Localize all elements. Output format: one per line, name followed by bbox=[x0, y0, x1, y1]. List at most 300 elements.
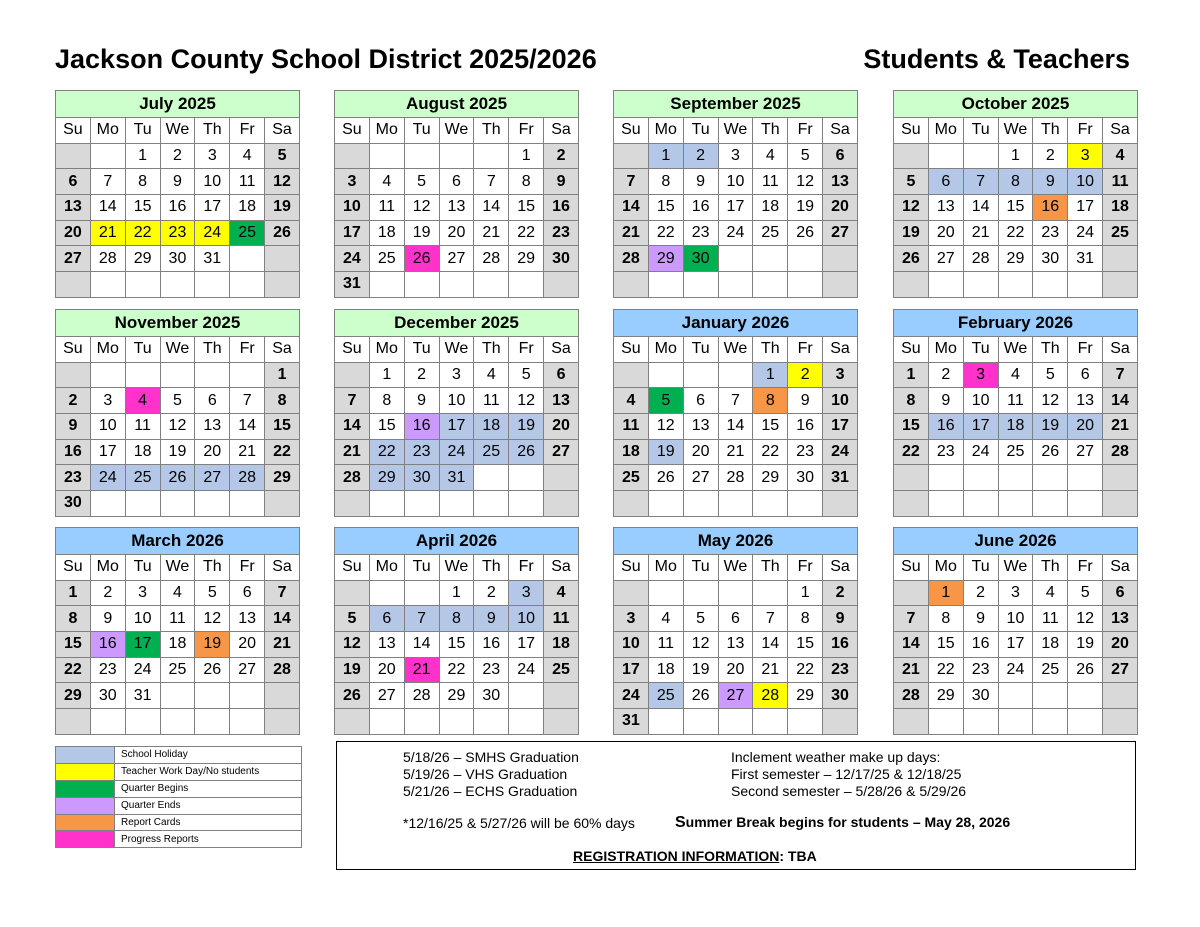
empty-day-cell bbox=[894, 143, 929, 169]
day-cell: 17 bbox=[90, 439, 125, 465]
day-cell: 17 bbox=[439, 414, 474, 440]
day-cell: 2 bbox=[404, 362, 439, 388]
day-cell: 5 bbox=[894, 169, 929, 195]
empty-day-cell bbox=[788, 272, 823, 298]
empty-day-cell bbox=[998, 709, 1033, 735]
day-cell: 23 bbox=[788, 439, 823, 465]
month-title: August 2025 bbox=[335, 91, 579, 118]
day-cell: 15 bbox=[439, 632, 474, 658]
day-cell: 17 bbox=[125, 632, 160, 658]
day-cell: 18 bbox=[474, 414, 509, 440]
empty-day-cell bbox=[439, 491, 474, 517]
empty-day-cell bbox=[1103, 709, 1138, 735]
day-cell: 20 bbox=[230, 632, 265, 658]
legend-row bbox=[56, 780, 302, 797]
day-cell: 31 bbox=[125, 683, 160, 709]
day-cell: 4 bbox=[544, 580, 579, 606]
day-cell: 16 bbox=[404, 414, 439, 440]
weekday-header: We bbox=[439, 337, 474, 363]
month-calendar bbox=[334, 527, 579, 735]
empty-day-cell bbox=[1103, 491, 1138, 517]
legend-label: Teacher Work Day/No students bbox=[115, 763, 302, 780]
day-cell: 7 bbox=[614, 169, 649, 195]
day-cell: 6 bbox=[683, 388, 718, 414]
day-cell: 17 bbox=[335, 220, 370, 246]
legend-row bbox=[56, 831, 302, 848]
empty-day-cell bbox=[788, 709, 823, 735]
day-cell: 16 bbox=[823, 632, 858, 658]
day-cell: 29 bbox=[369, 465, 404, 491]
weekday-header: Mo bbox=[928, 555, 963, 581]
empty-day-cell bbox=[230, 709, 265, 735]
month-calendar bbox=[55, 90, 300, 298]
day-cell: 26 bbox=[195, 657, 230, 683]
legend-swatch bbox=[56, 763, 115, 780]
weekday-header: Sa bbox=[544, 555, 579, 581]
weekday-header: Th bbox=[1033, 555, 1068, 581]
day-cell: 15 bbox=[509, 195, 544, 221]
day-cell: 25 bbox=[230, 220, 265, 246]
day-cell: 3 bbox=[195, 143, 230, 169]
empty-day-cell bbox=[404, 709, 439, 735]
day-cell: 30 bbox=[404, 465, 439, 491]
day-cell: 22 bbox=[265, 439, 300, 465]
empty-day-cell bbox=[265, 246, 300, 272]
empty-day-cell bbox=[439, 709, 474, 735]
day-cell: 13 bbox=[1068, 388, 1103, 414]
weekday-header: Tu bbox=[404, 118, 439, 144]
weekday-header: Tu bbox=[125, 118, 160, 144]
day-cell: 18 bbox=[369, 220, 404, 246]
day-cell: 31 bbox=[335, 272, 370, 298]
empty-day-cell bbox=[928, 465, 963, 491]
empty-day-cell bbox=[544, 683, 579, 709]
registration-info bbox=[573, 848, 817, 864]
weekday-header: Su bbox=[614, 337, 649, 363]
empty-day-cell bbox=[230, 491, 265, 517]
day-cell: 26 bbox=[265, 220, 300, 246]
day-cell: 11 bbox=[369, 195, 404, 221]
day-cell: 7 bbox=[1103, 362, 1138, 388]
day-cell: 7 bbox=[335, 388, 370, 414]
day-cell: 21 bbox=[753, 657, 788, 683]
day-cell: 15 bbox=[125, 195, 160, 221]
day-cell: 16 bbox=[474, 632, 509, 658]
empty-day-cell bbox=[894, 709, 929, 735]
day-cell: 11 bbox=[544, 606, 579, 632]
day-cell: 3 bbox=[90, 388, 125, 414]
day-cell: 8 bbox=[928, 606, 963, 632]
day-cell: 4 bbox=[614, 388, 649, 414]
day-cell: 19 bbox=[1068, 632, 1103, 658]
day-cell: 29 bbox=[753, 465, 788, 491]
empty-day-cell bbox=[195, 683, 230, 709]
day-cell: 14 bbox=[753, 632, 788, 658]
month-title: July 2025 bbox=[56, 91, 300, 118]
weekday-header: Tu bbox=[125, 337, 160, 363]
empty-day-cell bbox=[160, 272, 195, 298]
day-cell: 16 bbox=[56, 439, 91, 465]
weekday-header: Tu bbox=[963, 555, 998, 581]
empty-day-cell bbox=[823, 709, 858, 735]
day-cell: 16 bbox=[963, 632, 998, 658]
weekday-header: Tu bbox=[404, 337, 439, 363]
day-cell: 6 bbox=[718, 606, 753, 632]
page-subtitle: Students & Teachers bbox=[863, 44, 1130, 74]
day-cell: 2 bbox=[160, 143, 195, 169]
day-cell: 27 bbox=[928, 246, 963, 272]
day-cell: 18 bbox=[230, 195, 265, 221]
day-cell: 14 bbox=[718, 414, 753, 440]
day-cell: 7 bbox=[894, 606, 929, 632]
day-cell: 11 bbox=[1103, 169, 1138, 195]
weekday-header: Sa bbox=[823, 337, 858, 363]
month-title: April 2026 bbox=[335, 528, 579, 555]
day-cell: 3 bbox=[335, 169, 370, 195]
day-cell: 12 bbox=[335, 632, 370, 658]
day-cell: 19 bbox=[265, 195, 300, 221]
empty-day-cell bbox=[1033, 491, 1068, 517]
day-cell: 9 bbox=[823, 606, 858, 632]
empty-day-cell bbox=[998, 683, 1033, 709]
day-cell: 17 bbox=[509, 632, 544, 658]
day-cell: 6 bbox=[230, 580, 265, 606]
weekday-header: Fr bbox=[509, 555, 544, 581]
day-cell: 8 bbox=[648, 169, 683, 195]
empty-day-cell bbox=[718, 246, 753, 272]
day-cell: 8 bbox=[439, 606, 474, 632]
month-title: May 2026 bbox=[614, 528, 858, 555]
day-cell: 27 bbox=[56, 246, 91, 272]
weather-second-semester: Second semester – 5/28/26 & 5/29/26 bbox=[731, 783, 967, 799]
day-cell: 14 bbox=[230, 414, 265, 440]
weekday-header: We bbox=[998, 337, 1033, 363]
day-cell: 4 bbox=[160, 580, 195, 606]
day-cell: 30 bbox=[160, 246, 195, 272]
day-cell: 2 bbox=[788, 362, 823, 388]
day-cell: 4 bbox=[474, 362, 509, 388]
empty-day-cell bbox=[230, 272, 265, 298]
day-cell: 13 bbox=[683, 414, 718, 440]
day-cell: 21 bbox=[474, 220, 509, 246]
day-cell: 27 bbox=[1103, 657, 1138, 683]
weekday-header: We bbox=[439, 555, 474, 581]
day-cell: 9 bbox=[544, 169, 579, 195]
day-cell: 5 bbox=[1033, 362, 1068, 388]
legend-swatch bbox=[56, 831, 115, 848]
empty-day-cell bbox=[753, 272, 788, 298]
empty-day-cell bbox=[963, 272, 998, 298]
day-cell: 25 bbox=[648, 683, 683, 709]
empty-day-cell bbox=[335, 362, 370, 388]
day-cell: 28 bbox=[718, 465, 753, 491]
day-cell: 25 bbox=[474, 439, 509, 465]
empty-day-cell bbox=[509, 491, 544, 517]
day-cell: 20 bbox=[369, 657, 404, 683]
day-cell: 20 bbox=[683, 439, 718, 465]
month-title: September 2025 bbox=[614, 91, 858, 118]
day-cell: 24 bbox=[998, 657, 1033, 683]
day-cell: 14 bbox=[474, 195, 509, 221]
day-cell: 24 bbox=[195, 220, 230, 246]
weekday-header: Fr bbox=[788, 337, 823, 363]
day-cell: 24 bbox=[963, 439, 998, 465]
month-calendar bbox=[613, 527, 858, 735]
day-cell: 29 bbox=[56, 683, 91, 709]
day-cell: 5 bbox=[1068, 580, 1103, 606]
empty-day-cell bbox=[718, 272, 753, 298]
day-cell: 23 bbox=[683, 220, 718, 246]
day-cell: 23 bbox=[963, 657, 998, 683]
day-cell: 13 bbox=[369, 632, 404, 658]
empty-day-cell bbox=[928, 143, 963, 169]
weekday-header: Sa bbox=[265, 337, 300, 363]
empty-day-cell bbox=[474, 465, 509, 491]
weather-first-semester: First semester – 12/17/25 & 12/18/25 bbox=[731, 766, 962, 782]
empty-day-cell bbox=[648, 362, 683, 388]
month-calendar bbox=[893, 527, 1138, 735]
day-cell: 16 bbox=[160, 195, 195, 221]
day-cell: 31 bbox=[195, 246, 230, 272]
day-cell: 4 bbox=[753, 143, 788, 169]
weekday-header: Su bbox=[894, 118, 929, 144]
day-cell: 13 bbox=[718, 632, 753, 658]
day-cell: 12 bbox=[265, 169, 300, 195]
day-cell: 28 bbox=[335, 465, 370, 491]
empty-day-cell bbox=[1068, 683, 1103, 709]
day-cell: 7 bbox=[404, 606, 439, 632]
day-cell: 17 bbox=[1068, 195, 1103, 221]
weekday-header: Mo bbox=[90, 118, 125, 144]
legend-label: Progress Reports bbox=[115, 831, 302, 848]
day-cell: 22 bbox=[439, 657, 474, 683]
empty-day-cell bbox=[125, 272, 160, 298]
weekday-header: Sa bbox=[1103, 118, 1138, 144]
day-cell: 28 bbox=[474, 246, 509, 272]
empty-day-cell bbox=[56, 272, 91, 298]
empty-day-cell bbox=[718, 580, 753, 606]
day-cell: 22 bbox=[998, 220, 1033, 246]
day-cell: 13 bbox=[439, 195, 474, 221]
day-cell: 25 bbox=[998, 439, 1033, 465]
empty-day-cell bbox=[56, 709, 91, 735]
weekday-header: Th bbox=[1033, 337, 1068, 363]
day-cell: 10 bbox=[509, 606, 544, 632]
day-cell: 18 bbox=[753, 195, 788, 221]
empty-day-cell bbox=[544, 272, 579, 298]
day-cell: 1 bbox=[509, 143, 544, 169]
empty-day-cell bbox=[753, 491, 788, 517]
day-cell: 12 bbox=[404, 195, 439, 221]
day-cell: 19 bbox=[894, 220, 929, 246]
day-cell: 16 bbox=[1033, 195, 1068, 221]
empty-day-cell bbox=[648, 272, 683, 298]
empty-day-cell bbox=[788, 491, 823, 517]
day-cell: 27 bbox=[718, 683, 753, 709]
day-cell: 24 bbox=[335, 246, 370, 272]
empty-day-cell bbox=[683, 580, 718, 606]
day-cell: 27 bbox=[683, 465, 718, 491]
day-cell: 29 bbox=[125, 246, 160, 272]
day-cell: 23 bbox=[160, 220, 195, 246]
legend-swatch bbox=[56, 814, 115, 831]
day-cell: 31 bbox=[1068, 246, 1103, 272]
day-cell: 31 bbox=[439, 465, 474, 491]
weekday-header: Sa bbox=[823, 555, 858, 581]
day-cell: 9 bbox=[928, 388, 963, 414]
day-cell: 7 bbox=[753, 606, 788, 632]
day-cell: 28 bbox=[963, 246, 998, 272]
weekday-header: Fr bbox=[1068, 337, 1103, 363]
day-cell: 22 bbox=[509, 220, 544, 246]
day-cell: 4 bbox=[369, 169, 404, 195]
day-cell: 21 bbox=[90, 220, 125, 246]
empty-day-cell bbox=[998, 491, 1033, 517]
day-cell: 1 bbox=[369, 362, 404, 388]
day-cell: 18 bbox=[160, 632, 195, 658]
day-cell: 26 bbox=[160, 465, 195, 491]
day-cell: 27 bbox=[369, 683, 404, 709]
day-cell: 3 bbox=[963, 362, 998, 388]
empty-day-cell bbox=[160, 709, 195, 735]
empty-day-cell bbox=[125, 491, 160, 517]
weather-title: Inclement weather make up days: bbox=[731, 749, 941, 765]
graduation-note-1: 5/18/26 – SMHS Graduation bbox=[403, 749, 579, 765]
day-cell: 23 bbox=[928, 439, 963, 465]
day-cell: 30 bbox=[56, 491, 91, 517]
day-cell: 27 bbox=[195, 465, 230, 491]
empty-day-cell bbox=[439, 272, 474, 298]
day-cell: 15 bbox=[369, 414, 404, 440]
graduation-note-3: 5/21/26 – ECHS Graduation bbox=[403, 783, 578, 799]
day-cell: 25 bbox=[125, 465, 160, 491]
day-cell: 12 bbox=[683, 632, 718, 658]
day-cell: 4 bbox=[1103, 143, 1138, 169]
day-cell: 30 bbox=[788, 465, 823, 491]
empty-day-cell bbox=[1068, 272, 1103, 298]
day-cell: 22 bbox=[369, 439, 404, 465]
month-calendar bbox=[55, 309, 300, 517]
empty-day-cell bbox=[90, 362, 125, 388]
day-cell: 21 bbox=[230, 439, 265, 465]
day-cell: 23 bbox=[404, 439, 439, 465]
empty-day-cell bbox=[1033, 709, 1068, 735]
day-cell: 20 bbox=[718, 657, 753, 683]
empty-day-cell bbox=[56, 143, 91, 169]
day-cell: 26 bbox=[894, 246, 929, 272]
day-cell: 2 bbox=[474, 580, 509, 606]
day-cell: 28 bbox=[1103, 439, 1138, 465]
weekday-header: We bbox=[160, 118, 195, 144]
weekday-header: Tu bbox=[683, 118, 718, 144]
day-cell: 27 bbox=[230, 657, 265, 683]
empty-day-cell bbox=[265, 709, 300, 735]
weekday-header: We bbox=[718, 337, 753, 363]
day-cell: 11 bbox=[474, 388, 509, 414]
day-cell: 2 bbox=[56, 388, 91, 414]
empty-day-cell bbox=[1068, 709, 1103, 735]
day-cell: 21 bbox=[1103, 414, 1138, 440]
day-cell: 18 bbox=[125, 439, 160, 465]
empty-day-cell bbox=[509, 465, 544, 491]
day-cell: 10 bbox=[90, 414, 125, 440]
day-cell: 20 bbox=[1103, 632, 1138, 658]
weekday-header: Sa bbox=[544, 118, 579, 144]
day-cell: 24 bbox=[823, 439, 858, 465]
day-cell: 7 bbox=[963, 169, 998, 195]
day-cell: 10 bbox=[335, 195, 370, 221]
day-cell: 9 bbox=[56, 414, 91, 440]
day-cell: 21 bbox=[335, 439, 370, 465]
day-cell: 25 bbox=[614, 465, 649, 491]
day-cell: 12 bbox=[648, 414, 683, 440]
empty-day-cell bbox=[648, 580, 683, 606]
empty-day-cell bbox=[125, 709, 160, 735]
weekday-header: Fr bbox=[509, 337, 544, 363]
day-cell: 13 bbox=[823, 169, 858, 195]
day-cell: 19 bbox=[404, 220, 439, 246]
empty-day-cell bbox=[195, 491, 230, 517]
day-cell: 29 bbox=[509, 246, 544, 272]
legend-label: Report Cards bbox=[115, 814, 302, 831]
day-cell: 3 bbox=[439, 362, 474, 388]
day-cell: 17 bbox=[195, 195, 230, 221]
day-cell: 10 bbox=[1068, 169, 1103, 195]
weekday-header: Mo bbox=[369, 118, 404, 144]
empty-day-cell bbox=[998, 272, 1033, 298]
day-cell: 15 bbox=[648, 195, 683, 221]
day-cell: 30 bbox=[963, 683, 998, 709]
weekday-header: Mo bbox=[928, 118, 963, 144]
month-calendar bbox=[55, 527, 300, 735]
day-cell: 6 bbox=[1068, 362, 1103, 388]
day-cell: 8 bbox=[509, 169, 544, 195]
day-cell: 19 bbox=[683, 657, 718, 683]
day-cell: 15 bbox=[265, 414, 300, 440]
day-cell: 29 bbox=[998, 246, 1033, 272]
empty-day-cell bbox=[753, 709, 788, 735]
empty-day-cell bbox=[1103, 465, 1138, 491]
empty-day-cell bbox=[335, 580, 370, 606]
day-cell: 8 bbox=[998, 169, 1033, 195]
day-cell: 23 bbox=[544, 220, 579, 246]
day-cell: 14 bbox=[894, 632, 929, 658]
day-cell: 14 bbox=[90, 195, 125, 221]
weekday-header: Th bbox=[474, 118, 509, 144]
empty-day-cell bbox=[56, 362, 91, 388]
empty-day-cell bbox=[614, 272, 649, 298]
day-cell: 16 bbox=[788, 414, 823, 440]
day-cell: 19 bbox=[195, 632, 230, 658]
day-cell: 29 bbox=[648, 246, 683, 272]
day-cell: 10 bbox=[125, 606, 160, 632]
day-cell: 10 bbox=[614, 632, 649, 658]
weekday-header: Th bbox=[195, 555, 230, 581]
day-cell: 25 bbox=[753, 220, 788, 246]
empty-day-cell bbox=[614, 491, 649, 517]
day-cell: 29 bbox=[439, 683, 474, 709]
weekday-header: Su bbox=[614, 118, 649, 144]
day-cell: 24 bbox=[614, 683, 649, 709]
day-cell: 26 bbox=[509, 439, 544, 465]
day-cell: 21 bbox=[265, 632, 300, 658]
empty-day-cell bbox=[90, 709, 125, 735]
day-cell: 14 bbox=[963, 195, 998, 221]
empty-day-cell bbox=[474, 272, 509, 298]
weekday-header: Sa bbox=[1103, 337, 1138, 363]
day-cell: 12 bbox=[195, 606, 230, 632]
day-cell: 9 bbox=[683, 169, 718, 195]
